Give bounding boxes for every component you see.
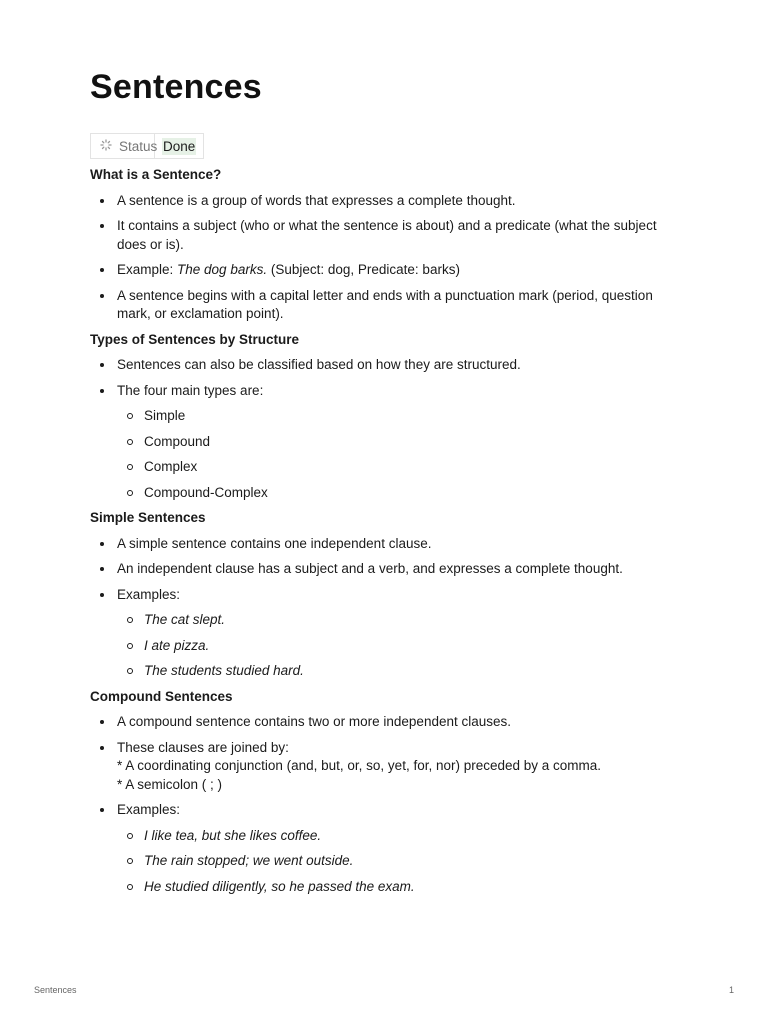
page-title: Sentences (90, 68, 262, 106)
example-text: The students studied hard. (144, 663, 304, 678)
sub-list-item (117, 637, 670, 656)
list-item (90, 261, 670, 280)
loading-spinner-icon (100, 139, 119, 154)
status-key-label: Status (119, 138, 158, 154)
status-property (90, 133, 204, 159)
sub-list-item (117, 611, 670, 630)
list-item-text: (Subject: dog, Predicate: barks) (267, 262, 460, 277)
sub-list-item (117, 852, 670, 871)
sub-list (90, 611, 670, 681)
example-text: The dog barks. (177, 262, 268, 277)
list-item: A sentence is a group of words that expresses a complete thought. (90, 192, 670, 211)
list-item-text: Examples: (90, 586, 670, 605)
list-item (90, 382, 670, 503)
status-value[interactable] (155, 134, 203, 158)
section-heading: Compound Sentences (90, 688, 233, 704)
sub-list-item (117, 827, 670, 846)
sub-list (90, 827, 670, 897)
list-item: It contains a subject (who or what the sentence is about) and a predicate (what the subject does or is). (90, 217, 670, 254)
list-item (90, 739, 670, 795)
status-key (91, 134, 158, 158)
list-item: A sentence begins with a capital letter and ends with a punctuation mark (period, question mark, or exclamation point). (90, 287, 670, 324)
footer-doc-title: Sentences (34, 985, 77, 995)
sub-list-item (117, 878, 670, 897)
example-text: The cat slept. (144, 612, 226, 627)
list-item-text: * A coordinating conjunction (and, but, or, so, yet, for, nor) preceded by a comma. (117, 758, 602, 773)
section-heading: Types of Sentences by Structure (90, 331, 300, 347)
example-text: I like tea, but she likes coffee. (144, 827, 322, 843)
list-item-text: The four main types are: (90, 382, 670, 401)
list-item: A compound sentence contains two or more independent clauses. (90, 713, 670, 732)
sub-list-item: Compound (117, 433, 670, 452)
bullet-list (90, 535, 670, 681)
list-item-text: Example: (117, 262, 178, 277)
section-heading: What is a Sentence? (90, 167, 222, 182)
sub-list-item: Simple (117, 407, 670, 426)
sub-list (90, 407, 670, 502)
bullet-list (90, 356, 670, 502)
document-body (90, 166, 670, 903)
sub-list-item: Compound-Complex (117, 484, 670, 503)
example-text: He studied diligently, so he passed the exam. (144, 878, 415, 894)
bullet-list (90, 192, 670, 324)
list-item-text: These clauses are joined by: (117, 739, 289, 755)
footer-page-number: 1 (728, 985, 734, 995)
bullet-list (90, 713, 670, 896)
list-item (90, 801, 670, 896)
sub-list-item: Complex (117, 458, 670, 477)
status-badge: Done (163, 138, 196, 154)
list-item-text: Examples: (90, 801, 670, 820)
sub-list-item (117, 662, 670, 681)
example-text: The rain stopped; we went outside. (144, 853, 354, 868)
list-item: A simple sentence contains one independent clause. (90, 535, 670, 554)
list-item: An independent clause has a subject and a verb, and expresses a complete thought. (90, 560, 670, 579)
list-item: Sentences can also be classified based on how they are structured. (90, 356, 670, 375)
example-text: I ate pizza. (144, 637, 210, 653)
list-item (90, 586, 670, 681)
list-item-text: * A semicolon ( ; ) (117, 776, 223, 792)
section-heading: Simple Sentences (90, 510, 206, 525)
